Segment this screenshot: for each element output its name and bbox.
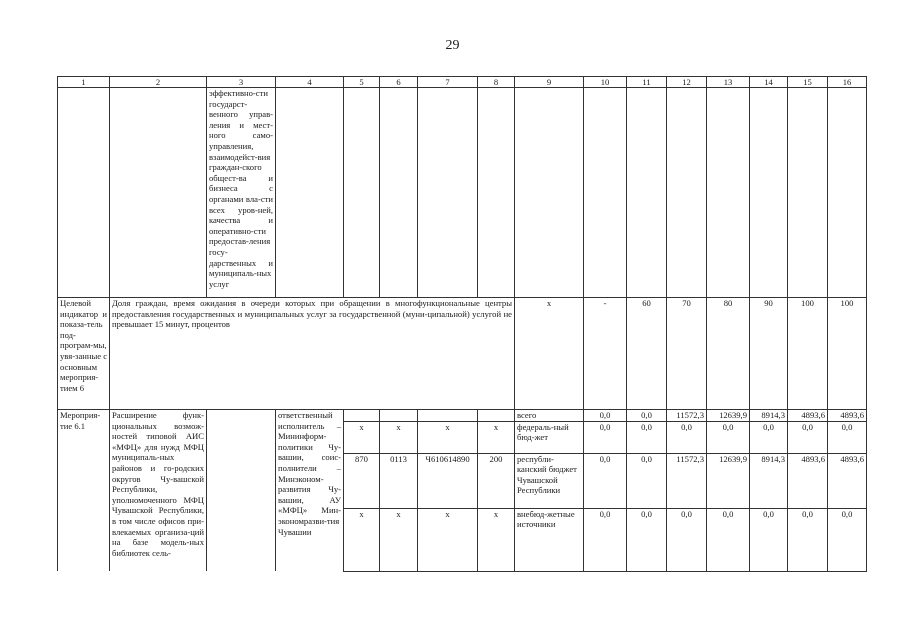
measure-row-total [58, 410, 867, 422]
funding-value: 11572,3 [667, 410, 707, 422]
funding-value: 0,0 [667, 508, 707, 571]
col-header: 12 [667, 77, 707, 88]
indicator-value: 90 [750, 298, 788, 410]
col-header: 1 [58, 77, 110, 88]
funding-value: 0,0 [627, 421, 667, 453]
funding-source: внебюд-жетные источники [515, 508, 584, 571]
measure-row-republican: 870 0113 Ч610614890 200 республи-канский бюджет Чувашской Республики 0,0 0,0 11572,3 12639,9 8914,3 4893,6 4893,6 [58, 453, 867, 508]
measure-row-federal: x x x x федераль-ный бюд-жет 0,0 0,0 0,0 0,0 0,0 0,0 0,0 [58, 421, 867, 453]
funding-value: 12639,9 [707, 410, 750, 422]
col-header: 9 [515, 77, 584, 88]
col-header: 5 [344, 77, 380, 88]
col-header: 6 [380, 77, 418, 88]
indicator-value: 100 [828, 298, 867, 410]
measure-label: Мероприя-тие 6.1 [58, 410, 110, 572]
funding-value: 4893,6 [828, 453, 867, 508]
funding-value: 0,0 [627, 453, 667, 508]
program-table [57, 76, 867, 572]
funding-value: 0,0 [707, 508, 750, 571]
page-number: 29 [445, 38, 460, 53]
goal-text-continuation: эффективно-сти государст-венного управ-ления и мест-ного само-управления, взаимодейст-вия граждан-ского общест-ва и бизнеса с органами вла-сти всех уров-ней, качества и оперативно-сти предостав-ления госу-дарственных и муниципаль-ных услуг [207, 88, 276, 298]
funding-value: 11572,3 [667, 453, 707, 508]
funding-value: 0,0 [627, 508, 667, 571]
funding-value: 0,0 [750, 421, 788, 453]
col-header: 8 [478, 77, 515, 88]
col-header: 4 [276, 77, 344, 88]
funding-value: 0,0 [584, 453, 627, 508]
indicator-value: 70 [667, 298, 707, 410]
funding-source: федераль-ный бюд-жет [515, 421, 584, 453]
funding-value: 8914,3 [750, 453, 788, 508]
funding-value: 0,0 [828, 421, 867, 453]
indicator-value: 60 [627, 298, 667, 410]
indicator-value: - [584, 298, 627, 410]
funding-value: 0,0 [788, 421, 828, 453]
funding-value: 0,0 [627, 410, 667, 422]
funding-source: всего [515, 410, 584, 422]
measure-executor: ответственный исполнитель – Мининформ-политики Чу-вашии, соис-полнители – Минэконом-развития Чу-вашии, АУ «МФЦ» Мин-экономразви-тия Чувашии [276, 410, 344, 572]
column-number-row [58, 77, 867, 88]
col-header: 7 [418, 77, 478, 88]
funding-value: 0,0 [584, 508, 627, 571]
continuation-row [58, 88, 867, 298]
col-header: 2 [110, 77, 207, 88]
indicator-value: 100 [788, 298, 828, 410]
funding-value: 0,0 [584, 410, 627, 422]
measure-description: Расширение функ-циональных возмож-ностей типовой АИС «МФЦ» для нужд МФЦ муниципаль-ных районов и го-родских округов Чу-вашской Республики, уполномоченного МФЦ Чувашской Республики, в том числе офисов при-влекаемых организа-ций на базе модель-ных библиотек сель- [110, 410, 207, 572]
indicator-row [58, 298, 867, 410]
funding-value: 0,0 [828, 508, 867, 571]
funding-value: 8914,3 [750, 410, 788, 422]
funding-value: 4893,6 [788, 410, 828, 422]
measure-row-extrabudgetary: x x x x внебюд-жетные источники 0,0 0,0 0,0 0,0 0,0 0,0 0,0 [58, 508, 867, 571]
funding-value: 0,0 [750, 508, 788, 571]
col-header: 14 [750, 77, 788, 88]
col-header: 11 [627, 77, 667, 88]
funding-source: республи-канский бюджет Чувашской Республики [515, 453, 584, 508]
funding-value: 0,0 [584, 421, 627, 453]
funding-value: 0,0 [707, 421, 750, 453]
funding-value: 4893,6 [788, 453, 828, 508]
col-header: 3 [207, 77, 276, 88]
col-header: 16 [828, 77, 867, 88]
col-header: 15 [788, 77, 828, 88]
col-header: 13 [707, 77, 750, 88]
indicator-description: Доля граждан, время ожидания в очереди которых при обращении в многофункциональные центры предоставления государственных и муниципальных услуг за государственной (муни-ципальной) услугой не превышает 15 минут, процентов [110, 298, 515, 410]
col-header: 10 [584, 77, 627, 88]
indicator-value: x [515, 298, 584, 410]
funding-value: 12639,9 [707, 453, 750, 508]
funding-value: 0,0 [788, 508, 828, 571]
funding-value: 4893,6 [828, 410, 867, 422]
indicator-label: Целевой индикатор и показа-тель под-програм-мы, увя-занные с основным мероприя-тием 6 [58, 298, 110, 410]
indicator-value: 80 [707, 298, 750, 410]
funding-value: 0,0 [667, 421, 707, 453]
